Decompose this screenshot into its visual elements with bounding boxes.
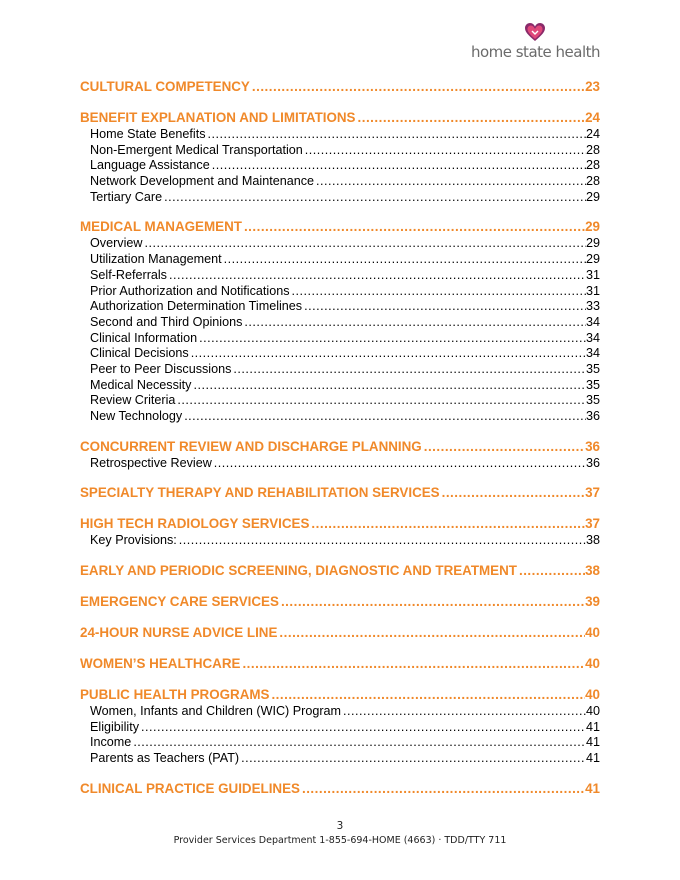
toc-entry-title: New Technology xyxy=(90,409,183,423)
toc-entry-page-number: 34 xyxy=(585,314,600,329)
toc-entry[interactable] xyxy=(80,346,600,362)
dot-leader xyxy=(311,515,585,533)
table-of-contents xyxy=(80,78,600,811)
toc-entry-title: Clinical Decisions xyxy=(90,346,189,361)
toc-entry-title: Peer to Peer Discussions xyxy=(90,361,232,376)
toc-section xyxy=(80,218,600,424)
toc-heading-page-number: 40 xyxy=(585,625,600,641)
toc-entry[interactable] xyxy=(80,174,600,190)
toc-entry-title: Utilization Management xyxy=(90,252,222,267)
toc-entry-page-number: 31 xyxy=(585,283,600,298)
toc-heading-title: PUBLIC HEALTH PROGRAMS xyxy=(80,687,270,703)
toc-heading-page-number: 40 xyxy=(585,687,600,703)
toc-entry[interactable] xyxy=(80,268,600,284)
toc-entry-page-number: 29 xyxy=(585,252,600,267)
toc-section xyxy=(80,438,600,472)
toc-entry-title: Prior Authorization and Notifications xyxy=(90,283,290,298)
toc-heading-title: BENEFIT EXPLANATION AND LIMITATIONS xyxy=(80,110,356,125)
dot-leader xyxy=(177,393,586,409)
toc-entry-page-number: 41 xyxy=(585,751,600,766)
toc-entry-title: Home State Benefits xyxy=(90,127,206,141)
toc-section xyxy=(80,109,600,205)
brand-logo xyxy=(471,22,600,61)
dot-leader xyxy=(305,143,586,159)
toc-entry-title: Retrospective Review xyxy=(90,455,212,470)
dot-leader xyxy=(214,456,586,472)
toc-heading-page-number: 41 xyxy=(585,780,600,796)
toc-entry[interactable] xyxy=(80,378,600,394)
toc-heading[interactable] xyxy=(80,562,600,580)
dot-leader xyxy=(164,190,586,206)
toc-heading-page-number: 29 xyxy=(585,219,600,235)
toc-heading-title: CULTURAL COMPETENCY xyxy=(80,79,250,94)
page-footer xyxy=(0,820,680,846)
toc-section xyxy=(80,515,600,549)
toc-entry-title: Overview xyxy=(90,236,143,251)
toc-entry-page-number: 36 xyxy=(585,409,600,423)
toc-entry-page-number: 36 xyxy=(585,455,600,470)
toc-entry-page-number: 35 xyxy=(585,393,600,408)
dot-leader xyxy=(244,315,586,331)
toc-entry[interactable] xyxy=(80,190,600,206)
toc-entry-page-number: 40 xyxy=(585,704,600,719)
dot-leader xyxy=(519,562,585,580)
dot-leader xyxy=(279,624,585,642)
toc-heading-page-number: 37 xyxy=(585,516,600,532)
toc-heading[interactable] xyxy=(80,593,600,611)
dot-leader xyxy=(224,252,586,268)
dot-leader xyxy=(292,284,586,300)
toc-entry-title: Review Criteria xyxy=(90,393,176,408)
toc-entry-page-number: 29 xyxy=(585,189,600,204)
toc-heading[interactable] xyxy=(80,218,600,236)
toc-heading-page-number: 40 xyxy=(585,656,600,672)
toc-heading-page-number: 37 xyxy=(585,485,600,501)
toc-entry-page-number: 28 xyxy=(585,142,600,157)
toc-entry-title: Key Provisions: xyxy=(90,533,177,548)
toc-entry[interactable] xyxy=(80,362,600,378)
toc-entry[interactable] xyxy=(80,284,600,300)
toc-entry[interactable] xyxy=(80,720,600,736)
toc-entry[interactable] xyxy=(80,143,600,159)
dot-leader xyxy=(208,127,586,143)
toc-entry-title: Language Assistance xyxy=(90,158,210,173)
toc-heading-title: HIGH TECH RADIOLOGY SERVICES xyxy=(80,516,310,532)
toc-entry-page-number: 28 xyxy=(585,174,600,189)
toc-heading[interactable] xyxy=(80,109,600,127)
toc-heading-page-number: 38 xyxy=(585,563,600,579)
dot-leader xyxy=(316,174,586,190)
toc-entry-page-number: 35 xyxy=(585,361,600,376)
toc-heading[interactable] xyxy=(80,686,600,704)
footer-contact: Provider Services Department 1-855-694-HOME (4663) · TDD/TTY 711 xyxy=(173,835,507,846)
toc-heading-title: EARLY AND PERIODIC SCREENING, DIAGNOSTIC AND TREATMENT xyxy=(80,563,517,579)
toc-heading-page-number: 23 xyxy=(585,79,600,94)
toc-section xyxy=(80,655,600,673)
toc-entry-page-number: 35 xyxy=(585,377,600,392)
dot-leader xyxy=(424,438,585,456)
toc-entry-title: Network Development and Maintenance xyxy=(90,174,315,189)
toc-entry-title: Authorization Determination Timelines xyxy=(90,299,303,314)
toc-entry-title: Second and Third Opinions xyxy=(90,314,243,329)
toc-section xyxy=(80,780,600,798)
toc-entry[interactable] xyxy=(80,158,600,174)
toc-section xyxy=(80,562,600,580)
toc-entry[interactable] xyxy=(80,315,600,331)
toc-entry[interactable] xyxy=(80,533,600,549)
toc-entry[interactable] xyxy=(80,299,600,315)
toc-heading-page-number: 24 xyxy=(585,110,600,125)
dot-leader xyxy=(281,593,585,611)
dot-leader xyxy=(212,158,586,174)
toc-entry-page-number: 28 xyxy=(585,158,600,173)
toc-entry[interactable] xyxy=(80,127,600,143)
dot-leader xyxy=(193,378,586,394)
toc-section xyxy=(80,686,600,767)
dot-leader xyxy=(199,331,586,347)
toc-entry-page-number: 33 xyxy=(585,299,600,314)
dot-leader xyxy=(184,409,586,425)
toc-section xyxy=(80,484,600,502)
toc-heading[interactable] xyxy=(80,78,600,96)
toc-entry[interactable] xyxy=(80,331,600,347)
toc-entry-title: Parents as Teachers (PAT) xyxy=(90,751,240,766)
dot-leader xyxy=(191,346,586,362)
toc-entry-page-number: 24 xyxy=(585,127,600,141)
dot-leader xyxy=(271,686,585,704)
dot-leader xyxy=(358,109,586,127)
toc-heading-title: 24-HOUR NURSE ADVICE LINE xyxy=(80,625,278,641)
toc-entry-title: Women, Infants and Children (WIC) Program xyxy=(90,704,342,719)
toc-entry[interactable] xyxy=(80,751,600,767)
toc-entry-title: Clinical Information xyxy=(90,330,198,345)
page-number: 3 xyxy=(336,820,344,832)
toc-entry[interactable] xyxy=(80,735,600,751)
toc-entry-title: Tertiary Care xyxy=(90,189,163,204)
toc-entry-title: Medical Necessity xyxy=(90,377,192,392)
toc-heading[interactable] xyxy=(80,484,600,502)
toc-entry-page-number: 29 xyxy=(585,236,600,251)
toc-entry-page-number: 34 xyxy=(585,330,600,345)
dot-leader xyxy=(133,735,586,751)
toc-entry[interactable] xyxy=(80,409,600,425)
heart-logo-icon xyxy=(524,22,546,42)
toc-heading-page-number: 36 xyxy=(585,438,600,454)
toc-heading[interactable] xyxy=(80,438,600,456)
toc-heading[interactable] xyxy=(80,780,600,798)
toc-entry-title: Self-Referrals xyxy=(90,267,167,282)
toc-heading[interactable] xyxy=(80,655,600,673)
dot-leader xyxy=(302,780,585,798)
dot-leader xyxy=(233,362,586,378)
dot-leader xyxy=(179,533,586,549)
toc-heading-page-number: 39 xyxy=(585,594,600,610)
toc-entry[interactable] xyxy=(80,236,600,252)
dot-leader xyxy=(169,268,586,284)
dot-leader xyxy=(442,484,585,502)
dot-leader xyxy=(144,236,586,252)
dot-leader xyxy=(241,751,586,767)
toc-entry-page-number: 34 xyxy=(585,346,600,361)
dot-leader xyxy=(141,720,586,736)
toc-entry-page-number: 31 xyxy=(585,267,600,282)
toc-heading-title: CONCURRENT REVIEW AND DISCHARGE PLANNING xyxy=(80,438,422,454)
dot-leader xyxy=(244,218,585,236)
toc-entry-title: Non-Emergent Medical Transportation xyxy=(90,142,303,157)
toc-entry-title: Income xyxy=(90,735,132,750)
toc-heading-title: EMERGENCY CARE SERVICES xyxy=(80,594,279,610)
toc-entry[interactable] xyxy=(80,456,600,472)
toc-heading-title: WOMEN’S HEALTHCARE xyxy=(80,656,241,672)
toc-heading-title: CLINICAL PRACTICE GUIDELINES xyxy=(80,780,300,796)
toc-entry[interactable] xyxy=(80,252,600,268)
toc-entry[interactable] xyxy=(80,704,600,720)
toc-section xyxy=(80,78,600,96)
dot-leader xyxy=(343,704,586,720)
toc-heading-title: MEDICAL MANAGEMENT xyxy=(80,219,242,235)
toc-heading-title: SPECIALTY THERAPY AND REHABILITATION SERVICES xyxy=(80,485,440,501)
toc-heading[interactable] xyxy=(80,515,600,533)
toc-entry-page-number: 41 xyxy=(585,735,600,750)
dot-leader xyxy=(304,299,586,315)
toc-heading[interactable] xyxy=(80,624,600,642)
dot-leader xyxy=(242,655,585,673)
toc-section xyxy=(80,593,600,611)
toc-entry-page-number: 38 xyxy=(585,533,600,548)
toc-entry-title: Eligibility xyxy=(90,719,139,734)
toc-entry[interactable] xyxy=(80,393,600,409)
dot-leader xyxy=(252,78,585,96)
brand-name: home state health xyxy=(470,43,600,61)
toc-entry-page-number: 41 xyxy=(585,719,600,734)
toc-section xyxy=(80,624,600,642)
